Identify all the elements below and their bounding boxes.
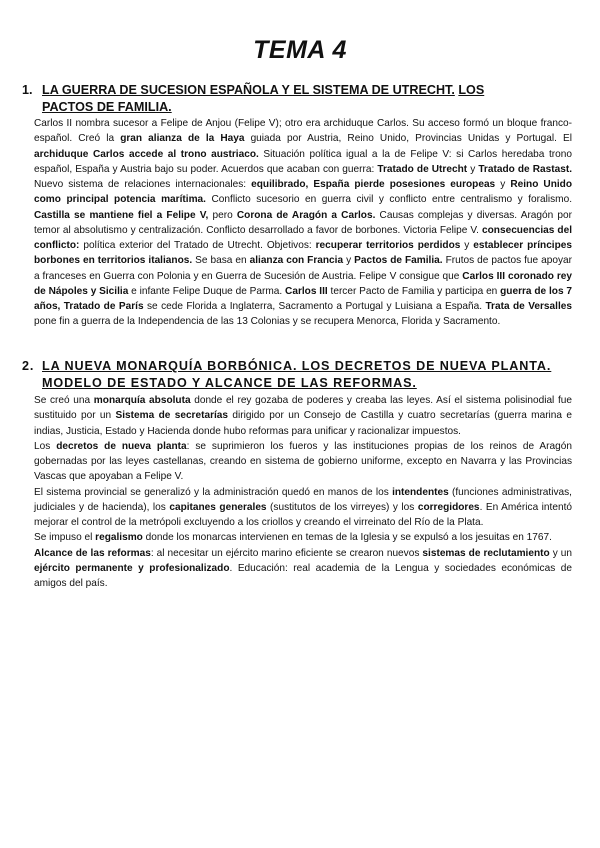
bold-text: Tratado de Utrecht	[377, 163, 468, 175]
body-text: Conflicto sucesorio en guerra civil y conflicto entre centralismo y foralismo.	[205, 194, 572, 206]
section-1-title-part1: LA GUERRA DE SUCESION ESPAÑOLA Y EL SISTEMA DE UTRECHT.	[42, 83, 455, 97]
section-2-title-line2: MODELO DE ESTADO Y ALCANCE DE LAS REFORMAS.	[42, 376, 417, 390]
body-text: pero	[208, 209, 237, 221]
section-2-body	[34, 393, 572, 591]
body-text: Nuevo sistema de relaciones internacionales:	[34, 179, 252, 190]
body-text: donde los monarcas intervienen en temas de la Iglesia y se expulsó a los jesuitas en 1767.	[142, 532, 552, 544]
body-text: Los	[34, 440, 57, 452]
body-text: Se impuso el	[34, 532, 96, 544]
body-text: y	[460, 240, 474, 251]
body-text: . En América intentó mejorar el control de la metrópoli excluyendo a los criollos y creando el virreinato del Río de la Plata.	[34, 501, 572, 528]
body-text: : al necesitar un ejército marino eficiente se crearon nuevos	[150, 547, 423, 559]
bold-text: monarquía absoluta	[93, 395, 191, 406]
section-2-heading	[22, 358, 582, 392]
section-1-heading	[22, 82, 582, 116]
body-text: El sistema provincial se generalizó y la administración quedó en manos de los	[34, 486, 393, 498]
page-title: TEMA 4	[253, 36, 347, 64]
section-2-title-line1: LA NUEVA MONARQUÍA BORBÓNICA. LOS DECRETOS DE NUEVA PLANTA.	[42, 359, 552, 373]
bold-text: ejército permanente y profesionalizado	[34, 562, 230, 574]
bold-text: Alcance de las reformas	[34, 547, 151, 559]
bold-text: regalismo	[95, 532, 143, 544]
body-text: (sustitutos de los virreyes) y los	[266, 501, 418, 513]
section-1-body	[34, 116, 572, 330]
body-text: y	[495, 179, 511, 190]
body-text: se cede Florida a Inglaterra, Sacramento a Portugal y Luisiana a España.	[143, 301, 486, 312]
bold-text: Carlos III coronado rey de Nápoles y Sicilia	[34, 270, 573, 297]
bold-text: recuperar territorios perdidos	[315, 240, 461, 251]
body-text: donde el rey gozaba de poderes y creaba las leyes. Así el sistema polisinodial fue sustituido por un	[34, 395, 572, 422]
body-text: política exterior del Tratado de Utrecht. Objetivos:	[79, 240, 316, 251]
section-2-paragraph-2	[34, 439, 572, 485]
bold-text: Pactos de Familia.	[354, 255, 443, 267]
bold-text: consecuencias del conflicto:	[34, 224, 573, 251]
body-text: pone fin a guerra de la Independencia de las 13 Colonias y se recupera Menorca, Florida y Sacramento.	[34, 316, 501, 328]
body-text: Se creó una	[34, 395, 94, 406]
bold-text: Carlos III	[285, 285, 328, 297]
section-2-paragraph-4	[34, 530, 572, 545]
bold-text: equilibrado, España pierde posesiones europeas	[251, 179, 496, 190]
body-text: guiada por Austria, Reino Unido, Provincias Unidas y Portugal. El	[244, 133, 572, 145]
section-2-paragraph-5	[34, 546, 572, 592]
section-2-paragraph-3	[34, 485, 572, 531]
bold-text: corregidores	[417, 501, 480, 513]
bold-text: intendentes	[392, 486, 449, 498]
body-text: e infante Felipe Duque de Parma.	[128, 285, 286, 297]
body-text: (funciones administrativas, judiciales y de hacienda), los	[34, 486, 572, 513]
body-text: y	[343, 255, 355, 267]
bold-text: alianza con Francia	[249, 255, 344, 267]
body-text: Frutos de pactos fue apoyar a franceses en Guerra con Polonia y en Guerra de Sucesión de Austria. Felipe V consigue que	[34, 255, 572, 282]
bold-text: capitanes generales	[169, 501, 267, 513]
bold-text: establecer príncipes borbones en territorios italianos.	[34, 240, 573, 267]
bold-text: Tratado de Rastast.	[478, 163, 572, 175]
bold-text: guerra de los 7 años, Tratado de París	[34, 285, 572, 312]
section-2-paragraph-1	[34, 393, 572, 439]
body-text: Carlos II nombra sucesor a Felipe de Anjou (Felipe V); otro era archiduque Carlos. Su acceso formó un bloque franco-español. Creó la	[34, 118, 572, 145]
body-text: . Educación: real academia de la Lengua y sociedades económicas de amigos del país.	[34, 562, 572, 589]
bold-text: decretos de nueva planta	[56, 440, 187, 452]
bold-text: gran alianza de la Haya	[120, 133, 245, 145]
bold-text: archiduque Carlos accede al trono austriaco.	[34, 148, 259, 160]
body-text: Se basa en	[192, 255, 250, 267]
section-1-paragraph	[34, 116, 572, 330]
body-text: Situación política igual a la de Felipe V: si Carlos heredaba trono español, España y Austria bajo su poder. Acuerdos que acaban con guerra:	[34, 148, 572, 175]
section-1-title-part2a: LOS	[458, 83, 485, 97]
bold-text: Corona de Aragón a Carlos.	[236, 209, 376, 221]
body-text: tercer Pacto de Familia y participa en	[327, 285, 501, 297]
section-1-title-part2b: PACTOS DE FAMILIA.	[42, 100, 172, 114]
section-1-number: 1.	[22, 83, 33, 97]
bold-text: Reino Unido como principal potencia marítima.	[34, 179, 573, 206]
body-text: Causas complejas y diversas. Aragón por temor al absolutismo y centralización. Conflicto desarrollado a favor de borbones. Victoria Felipe V.	[34, 209, 572, 236]
body-text: : se suprimieron los fueros y las instituciones propias de los reinos de Aragón gobernadas por las leyes castellanas, creando en sistema de gobierno uniforme, excepto en Navarra y las Provincias Vascas que apoyaban a Felipe V.	[34, 440, 572, 483]
body-text: dirigido por un Consejo de Castilla y cuatro secretarías (guerra marina e indias, Justicia, Estado y Hacienda donde hubo reformas para unificar y racionalizar impuestos.	[34, 410, 572, 437]
bold-text: Trata de Versalles	[485, 301, 572, 312]
section-2-number: 2.	[22, 359, 35, 373]
body-text: y un	[549, 547, 573, 559]
bold-text: sistemas de reclutamiento	[422, 547, 550, 559]
bold-text: Sistema de secretarías	[115, 410, 229, 422]
body-text: y	[467, 163, 479, 175]
bold-text: Castilla se mantiene fiel a Felipe V,	[34, 209, 209, 221]
